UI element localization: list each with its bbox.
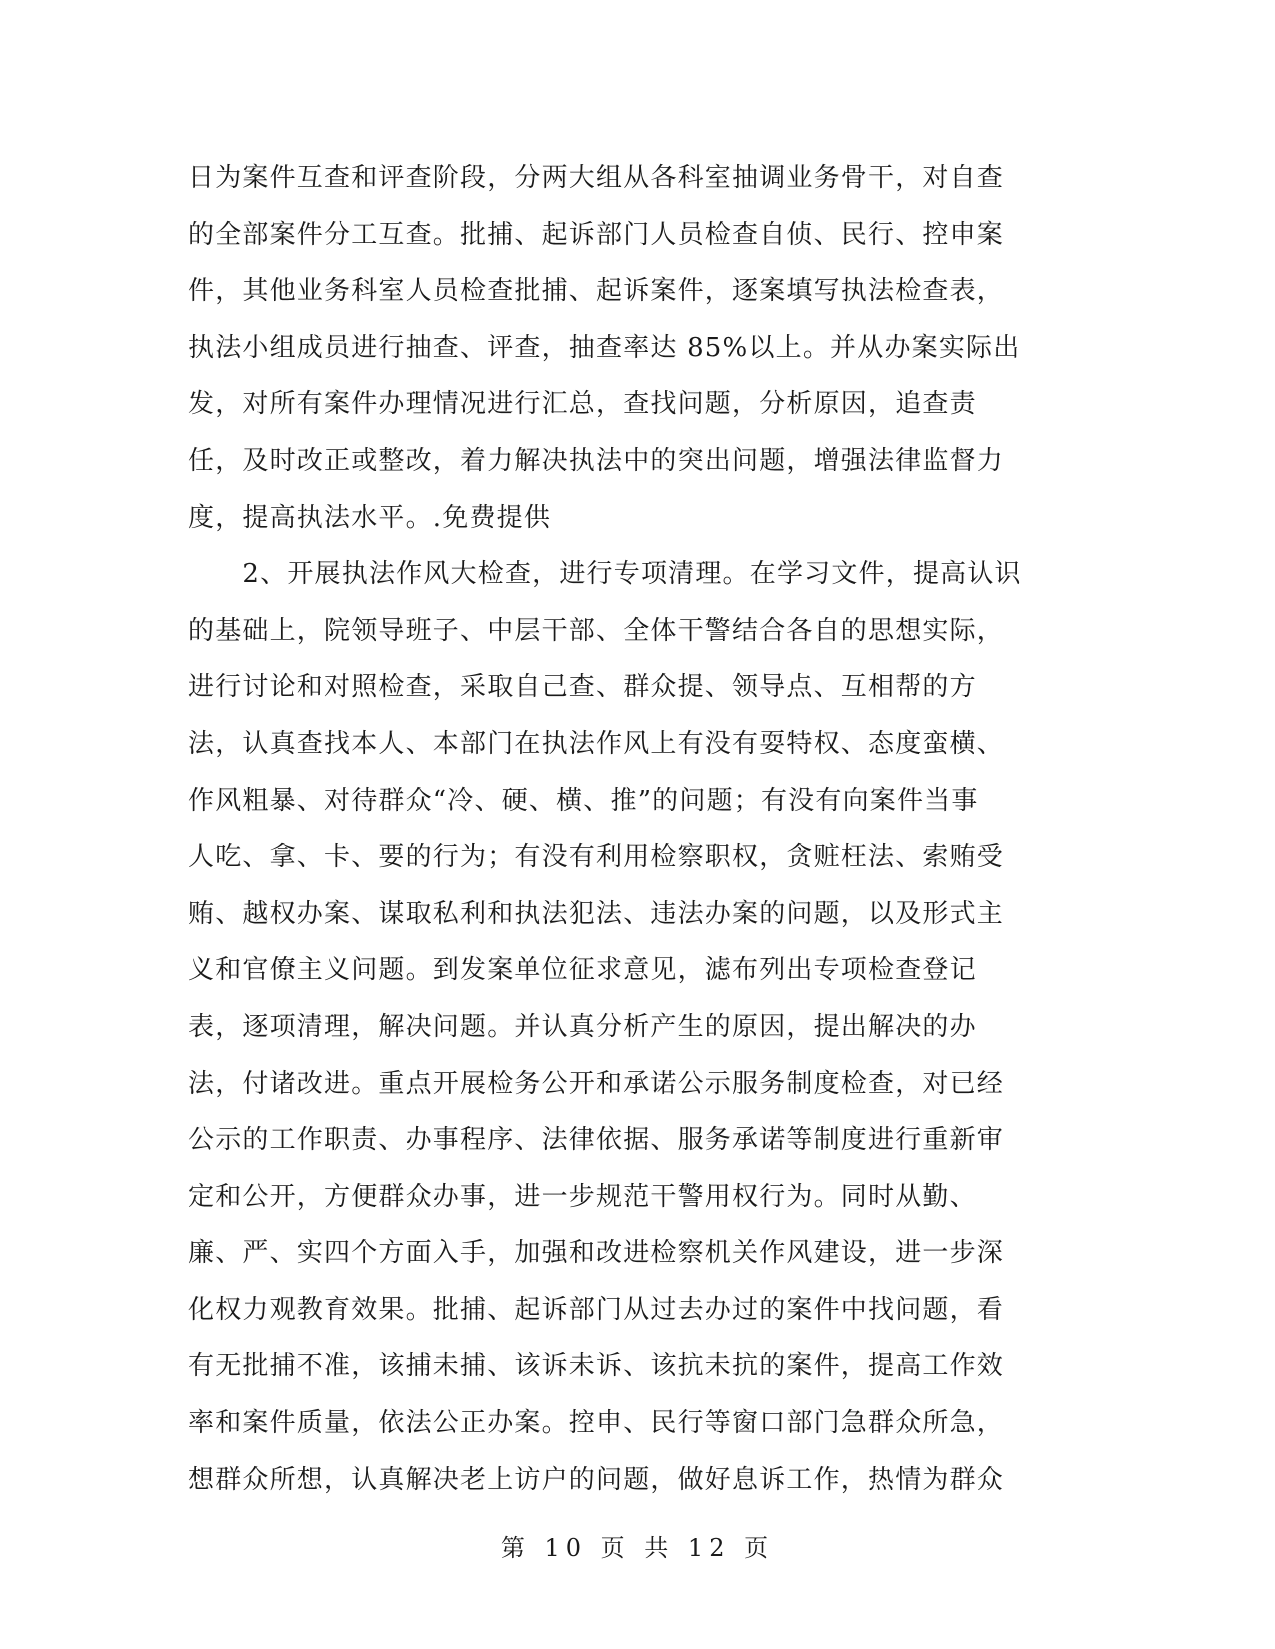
text-line-4: 执法小组成员进行抽查、评查，抽查率达 85%以上。并从办案实际出 <box>188 332 1021 363</box>
text-line-1: 日为案件互查和评查阶段，分两大组从各科室抽调业务骨干，对自查 <box>188 163 1005 193</box>
text-line-17: 法，付诸改进。重点开展检务公开和承诺公示服务制度检查，对已经 <box>188 1068 1005 1099</box>
text-line-2: 的全部案件分工互查。批捕、起诉部门人员检查自侦、民行、控申案 <box>188 219 1005 250</box>
text-line-5: 发，对所有案件办理情况进行汇总，查找问题，分析原因，追查责 <box>188 389 977 420</box>
text-line-16: 表，逐项清理，解决问题。并认真分析产生的原因，提出解决的办 <box>188 1011 977 1042</box>
text-line-10: 进行讨论和对照检查，采取自己查、群众提、领导点、互相帮的方 <box>188 672 977 703</box>
text-line-18: 公示的工作职责、办事程序、法律依据、服务承诺等制度进行重新审 <box>188 1125 1005 1156</box>
text-line-24: 想群众所想，认真解决老上访户的问题，做好息诉工作，热情为群众 <box>188 1464 1005 1495</box>
text-line-14: 贿、越权办案、谋取私利和执法犯法、违法办案的问题，以及形式主 <box>188 898 1005 929</box>
text-line-11: 法，认真查找本人、本部门在执法作风上有没有耍特权、态度蛮横、 <box>188 728 1005 759</box>
text-line-23: 率和案件质量，依法公正办案。控申、民行等窗口部门急群众所急， <box>188 1408 1005 1439</box>
text-line-13: 人吃、拿、卡、要的行为；有没有利用检察职权，贪赃枉法、索贿受 <box>188 842 1005 873</box>
text-line-21: 化权力观教育效果。批捕、起诉部门从过去办过的案件中找问题，看 <box>188 1294 1005 1325</box>
text-line-7: 度，提高执法水平。.免费提供 <box>188 502 552 533</box>
page-number-footer: 第 10 页 共 12 页 <box>500 1534 775 1562</box>
text-line-15: 义和官僚主义问题。到发案单位征求意见，滤布列出专项检查登记 <box>188 955 977 986</box>
text-line-12: 作风粗暴、对待群众“冷、硬、横、推”的问题；有没有向案件当事 <box>188 785 979 816</box>
text-line-20: 廉、严、实四个方面入手，加强和改进检察机关作风建设，进一步深 <box>188 1238 1005 1269</box>
body-text <box>188 150 1088 1508</box>
text-line-9: 的基础上，院领导班子、中层干部、全体干警结合各自的思想实际， <box>188 615 1005 646</box>
text-line-22: 有无批捕不准，该捕未捕、该诉未诉、该抗未抗的案件，提高工作效 <box>188 1351 1005 1382</box>
text-line-19: 定和公开，方便群众办事，进一步规范干警用权行为。同时从勤、 <box>188 1181 977 1212</box>
text-line-3: 件，其他业务科室人员检查批捕、起诉案件，逐案填写执法检查表， <box>188 276 1005 307</box>
text-line-6: 任，及时改正或整改，着力解决执法中的突出问题，增强法律监督力 <box>188 445 1005 476</box>
text-line-8: 2、开展执法作风大检查，进行专项清理。在学习文件，提高认识 <box>188 559 1022 590</box>
